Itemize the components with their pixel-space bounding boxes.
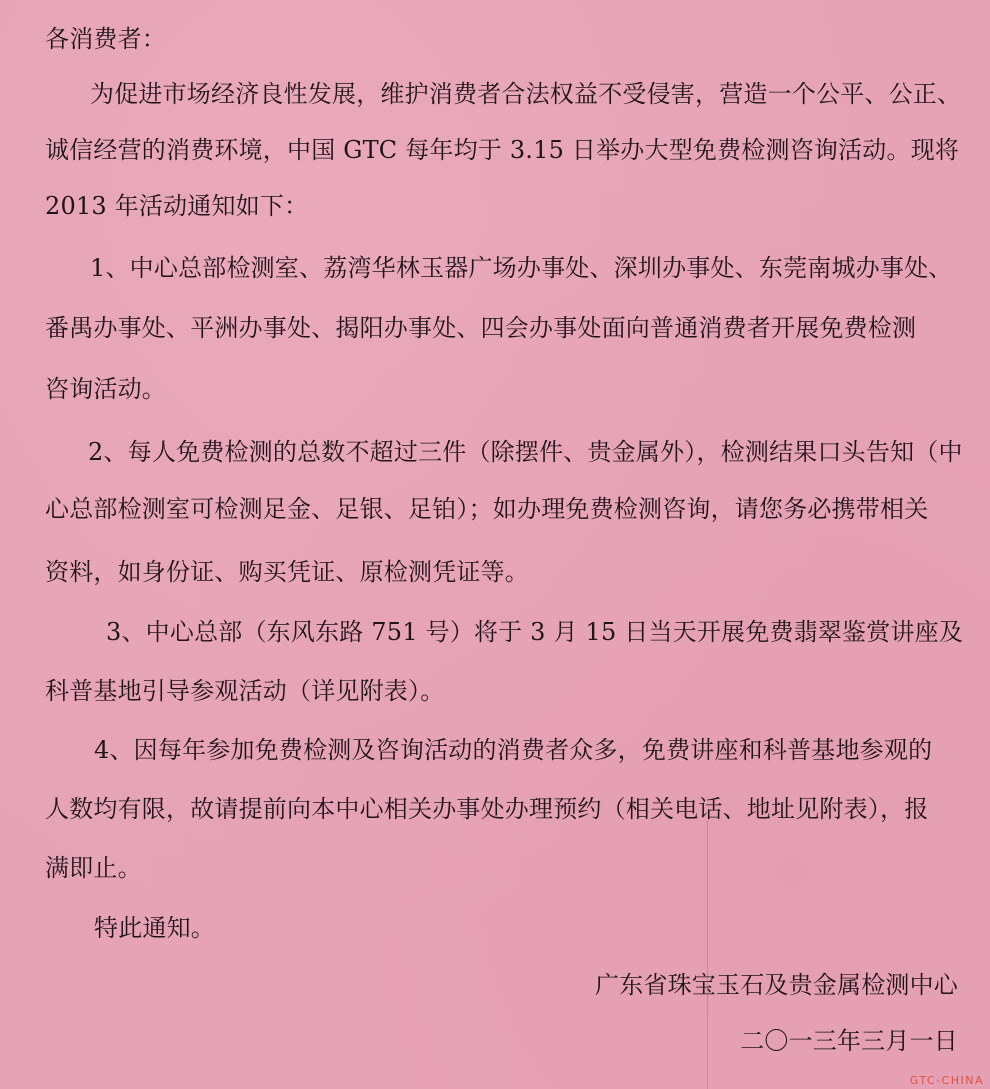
paragraph-line: 为促进市场经济良性发展，维护消费者合法权益不受侵害，营造一个公平、公正、	[90, 80, 962, 108]
paragraph-line: 2、每人免费检测的总数不超过三件（除摆件、贵金属外），检测结果口头告知（中	[88, 438, 963, 466]
paragraph-line: 资料，如身份证、购买凭证、原检测凭证等。	[45, 558, 529, 586]
paragraph-line: 科普基地引导参观活动（详见附表）。	[45, 677, 445, 705]
paragraph-line: 1、中心总部检测室、荔湾华林玉器广场办事处、深圳办事处、东莞南城办事处、	[90, 254, 953, 282]
paragraph-line: 3、中心总部（东风东路 751 号）将于 3 月 15 日当天开展免费翡翠鉴赏讲座及	[106, 618, 964, 646]
paragraph-line: 人数均有限，故请提前向本中心相关办事处办理预约（相关电话、地址见附表），报	[45, 795, 929, 823]
paragraph-line: 2013 年活动通知如下：	[45, 192, 309, 220]
closing-remark: 特此通知。	[94, 914, 215, 942]
paper-fold-line	[707, 820, 708, 1089]
paragraph-line: 番禺办事处、平洲办事处、揭阳办事处、四会办事处面向普通消费者开展免费检测	[45, 314, 917, 342]
salutation: 各消费者：	[45, 25, 166, 53]
paragraph-line: 满即止。	[45, 854, 142, 882]
paragraph-line: 咨询活动。	[45, 375, 166, 403]
paragraph-line: 4、因每年参加免费检测及咨询活动的消费者众多，免费讲座和科普基地参观的	[94, 736, 933, 764]
signature-organization: 广东省珠宝玉石及贵金属检测中心	[595, 971, 958, 999]
paragraph-line: 诚信经营的消费环境，中国 GTC 每年均于 3.15 日举办大型免费检测咨询活动。现将	[45, 136, 960, 164]
watermark: GTC-CHINA	[909, 1074, 984, 1087]
signature-date: 二〇一三年三月一日	[740, 1027, 958, 1055]
paragraph-line: 心总部检测室可检测足金、足银、足铂）；如办理免费检测咨询，请您务必携带相关	[45, 495, 929, 523]
